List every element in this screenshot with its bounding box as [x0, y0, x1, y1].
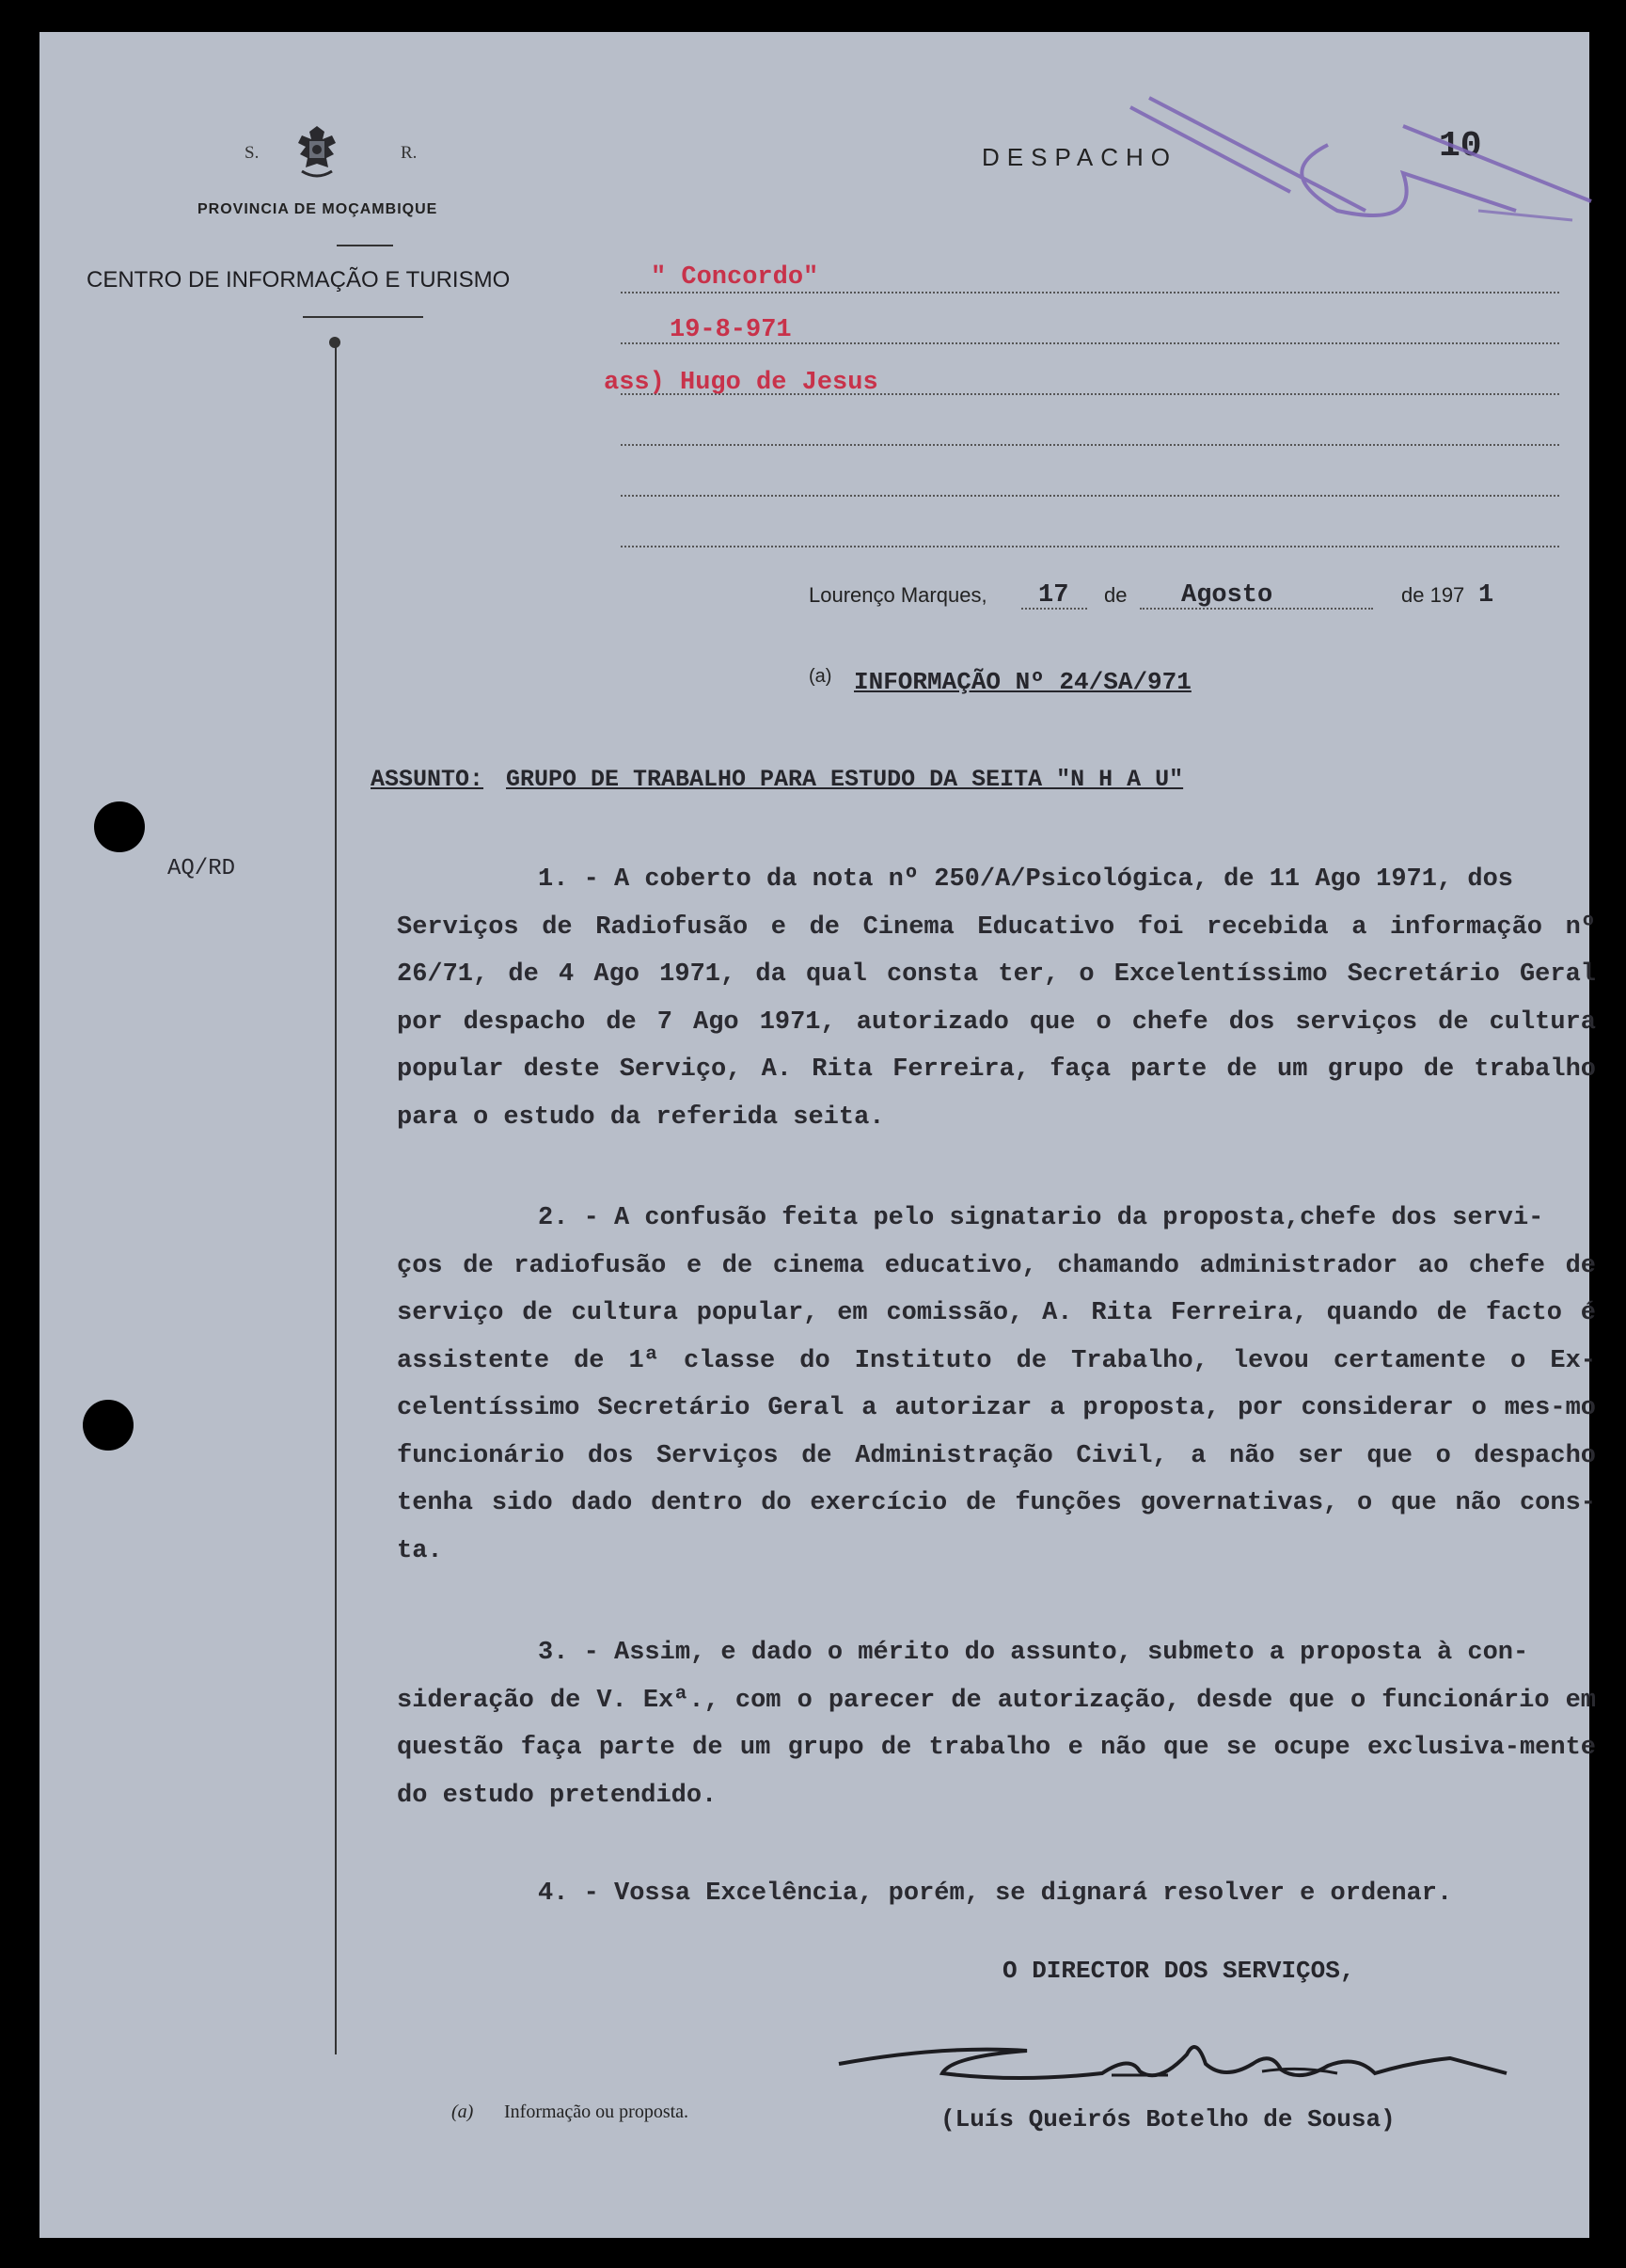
despacho-label: DESPACHO: [982, 143, 1177, 171]
despacho-line-6: [621, 546, 1559, 547]
subject-text: GRUPO DE TRABALHO PARA ESTUDO DA SEITA "N H A U": [506, 766, 1184, 793]
paragraph-3-first-line: 3. - Assim, e dado o mérito do assunto, submeto a proposta à con-: [538, 1639, 1529, 1667]
margin-rule-knob: [329, 337, 340, 348]
dateline-month: Agosto: [1181, 581, 1273, 610]
despacho-signed: ass) Hugo de Jesus: [604, 369, 878, 397]
info-marker: (a): [809, 666, 832, 687]
despacho-concordo: " Concordo": [651, 263, 819, 292]
page-number: 10: [1439, 126, 1482, 167]
header-right-initial: R.: [401, 143, 418, 163]
paragraph-3-body: sideração de V. Exª., com o parecer de autorização, desde que o funcionário em questão faça parte de um grupo de trabalho e não que se ocupe exclusiva-mente do estudo pretendido.: [397, 1686, 1596, 1810]
header-rule-double: [303, 316, 423, 318]
purple-stamp-scribble: [1121, 70, 1610, 295]
office-name: CENTRO DE INFORMAÇÃO E TURISMO: [87, 267, 511, 293]
despacho-line-1: [621, 292, 1559, 293]
punch-hole-top: [94, 801, 145, 852]
paragraph-1: [397, 856, 1596, 1141]
document-page: [39, 32, 1596, 2238]
dateline-day: 17: [1038, 581, 1069, 610]
coat-of-arms-emblem: [289, 122, 345, 184]
despacho-line-5: [621, 495, 1559, 497]
footnote-marker: (a): [451, 2101, 474, 2122]
province-name: PROVINCIA DE MOÇAMBIQUE: [197, 201, 438, 217]
paragraph-1-body: Serviços de Radiofusão e de Cinema Educativo foi recebida a informação nº 26/71, de 4 Ago 1971, da qual consta ter, o Excelentíssimo Secretário Geral por despacho de 7 Ago 1971, autorizado que o chefe dos serviços de cultura popular deste Serviço, A. Rita Ferreira, faça parte de um grupo de trabalho para o estudo da referida seita.: [397, 912, 1596, 1132]
despacho-line-4: [621, 444, 1559, 446]
header-rule-short: [337, 245, 393, 246]
signatory-name: (Luís Queirós Botelho de Sousa): [940, 2105, 1396, 2133]
punch-hole-bottom: [83, 1400, 134, 1451]
dateline-place: Lourenço Marques,: [809, 583, 987, 607]
paragraph-2-body: ços de radiofusão e de cinema educativo, chamando administrador ao chefe de serviço de cultura popular, em comissão, A. Rita Ferreira, quando de facto é assistente de 1ª classe do Instituto de Trabalho, levou certamente o Ex-celentíssimo Secretário Geral a autorizar a proposta, por considerar o mes-mo funcionário dos Serviços de Administração Civil, a não ser que o despacho tenha sido dado dentro do exercício de funções governativas, o que não cons-ta.: [397, 1251, 1596, 1565]
paragraph-3: [397, 1629, 1596, 1819]
dateline-year-suffix: 1: [1478, 581, 1494, 610]
dateline-de-1: de: [1104, 583, 1128, 607]
paragraph-2-first-line: 2. - A confusão feita pelo signatario da proposta,chefe dos servi-: [538, 1204, 1544, 1232]
paragraph-1-first-line: 1. - A coberto da nota nº 250/A/Psicológica, de 11 Ago 1971, dos: [538, 865, 1513, 894]
header-left-initial: S.: [245, 143, 260, 163]
paragraph-2: [397, 1195, 1596, 1575]
despacho-date: 19-8-971: [670, 316, 792, 344]
margin-vertical-rule: [335, 342, 337, 2054]
closing-title: O DIRECTOR DOS SERVIÇOS,: [1002, 1957, 1355, 1985]
info-title: INFORMAÇÃO Nº 24/SA/971: [854, 668, 1192, 696]
dateline-year-prefix: de 197: [1401, 583, 1465, 607]
paragraph-4: [397, 1870, 1596, 1918]
margin-reference: AQ/RD: [167, 856, 236, 881]
footnote-text: Informação ou proposta.: [504, 2101, 689, 2122]
subject-label: ASSUNTO:: [371, 766, 484, 793]
paragraph-4-text: 4. - Vossa Excelência, porém, se dignará resolver e ordenar.: [538, 1879, 1453, 1908]
